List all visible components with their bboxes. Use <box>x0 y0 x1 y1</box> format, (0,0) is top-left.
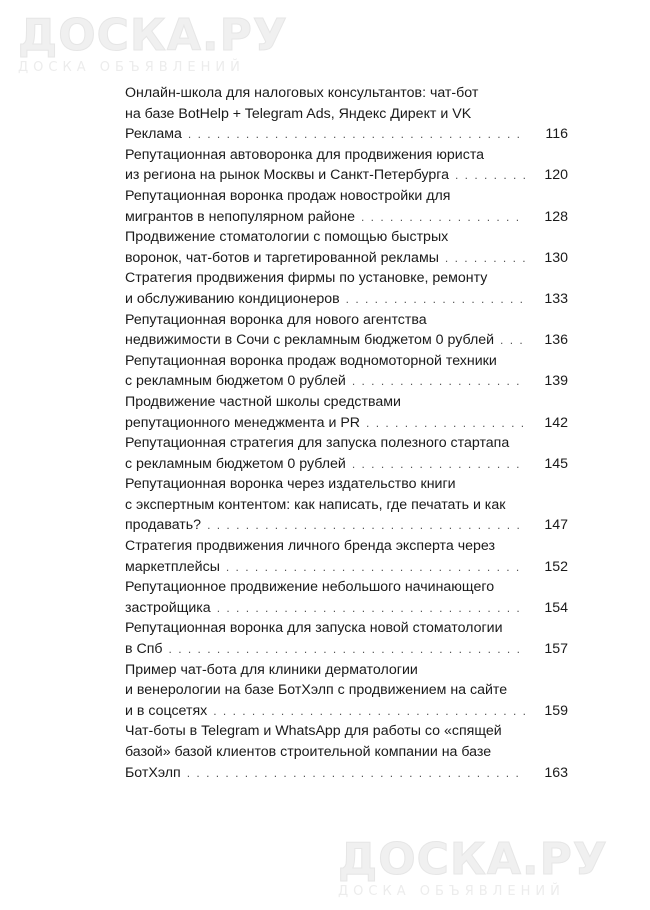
toc-entry-line-text: Продвижение частной школы средствами <box>125 393 401 410</box>
toc-page-number: 159 <box>544 702 568 719</box>
toc-entry-title <box>125 577 525 618</box>
toc-entry-line-text: Чат-боты в Telegram и WhatsApp для работы со «спящей <box>125 723 502 740</box>
toc-entry-line-text: и обслуживанию кондиционеров <box>125 290 340 307</box>
toc-entry-line <box>125 701 525 722</box>
toc-entry-line <box>125 207 525 228</box>
toc-entry-line-text: Репутационная воронка продаж водномоторной техники <box>125 352 497 369</box>
toc-entry-line <box>125 618 525 639</box>
toc-entry-line <box>125 742 525 763</box>
dot-leader <box>445 248 525 269</box>
toc-entry[interactable] <box>125 660 568 722</box>
toc-entry-line <box>125 104 525 125</box>
toc-entry-line-text: Реклама <box>125 126 182 143</box>
toc-entry-title <box>125 721 525 783</box>
watermark-subtitle: ДОСКА ОБЪЯВЛЕНИЙ <box>18 60 245 75</box>
toc-entry-line-text: Репутационная воронка для нового агентства <box>125 311 427 328</box>
toc-entry-line-text: воронок, чат-ботов и таргетированной рекламы <box>125 249 439 266</box>
toc-entry-line <box>125 515 525 536</box>
toc-entry[interactable] <box>125 392 568 433</box>
toc-entry-line <box>125 557 525 578</box>
toc-entry-line <box>125 680 525 701</box>
toc-entry-line <box>125 289 525 310</box>
toc-entry-title <box>125 145 525 186</box>
toc-page-number: 142 <box>544 414 568 431</box>
toc-entry-line <box>125 83 525 104</box>
toc-entry-line <box>125 536 525 557</box>
toc-entry-line <box>125 145 525 166</box>
toc-entry-title <box>125 392 525 433</box>
watermark-logo-text: ДОСКА.РУ <box>338 834 608 885</box>
dot-leader <box>361 207 525 228</box>
toc-entry[interactable] <box>125 474 568 536</box>
dot-leader <box>352 371 525 392</box>
toc-entry-line-text: из региона на рынок Москвы и Санкт-Петербурга <box>125 167 449 184</box>
toc-entry-line-text: маркетплейсы <box>125 558 220 575</box>
dot-leader <box>213 701 525 722</box>
dot-leader <box>366 413 525 434</box>
dot-leader <box>346 289 525 310</box>
toc-page-number: 139 <box>544 373 568 390</box>
toc-page-number: 157 <box>544 641 568 658</box>
toc-entry-line-text: Репутационное продвижение небольшого начинающего <box>125 579 495 596</box>
toc-entry-line-text: недвижимости в Сочи с рекламным бюджетом 0 рублей <box>125 332 495 349</box>
toc-entry-line-text: БотХэлп <box>125 764 181 781</box>
toc-entry-title <box>125 83 525 145</box>
toc-entry-line <box>125 598 525 619</box>
toc-entry[interactable] <box>125 433 568 474</box>
toc-entry-line-text: мигрантов в непопулярном районе <box>125 208 356 225</box>
dot-leader <box>226 557 525 578</box>
toc-page-number: 136 <box>544 332 568 349</box>
dot-leader <box>352 454 525 475</box>
dot-leader <box>455 165 525 186</box>
toc-entry-line-text: Онлайн-школа для налоговых консультантов: чат-бот <box>125 85 479 101</box>
toc-entry-line <box>125 639 525 660</box>
toc-entry-line <box>125 268 525 289</box>
toc-entry-line-text: продавать? <box>125 517 202 534</box>
toc-entry-line-text: и в соцсетях <box>125 702 208 719</box>
toc-entry-line <box>125 227 525 248</box>
toc-entry-line-text: Репутационная автоворонка для продвижения юриста <box>125 146 485 163</box>
toc-entry[interactable] <box>125 577 568 618</box>
toc-entry-line-text: Пример чат-бота для клиники дерматологии <box>125 661 418 678</box>
dot-leader <box>187 763 525 784</box>
dot-leader <box>188 124 525 145</box>
toc-entry-line <box>125 433 525 454</box>
toc-entry[interactable] <box>125 83 568 145</box>
toc-page-number: 133 <box>544 290 568 307</box>
toc-entry[interactable] <box>125 721 568 783</box>
toc-entry[interactable] <box>125 618 568 659</box>
toc-entry-line <box>125 351 525 372</box>
toc-entry-line-text: и венерологии на базе БотХэлп с продвижением на сайте <box>125 682 508 699</box>
toc-entry[interactable] <box>125 227 568 268</box>
toc-page-number: 128 <box>544 208 568 225</box>
toc-page-number: 147 <box>544 517 568 534</box>
toc-entry-title <box>125 474 525 536</box>
toc-entry-line <box>125 413 525 434</box>
toc-entry-title <box>125 268 525 309</box>
toc-page-number: 120 <box>544 167 568 184</box>
toc-entry[interactable] <box>125 268 568 309</box>
watermark-top <box>18 12 288 76</box>
toc-entry-line-text: Репутационная воронка для запуска новой стоматологии <box>125 620 503 637</box>
toc-entry-line <box>125 454 525 475</box>
toc-entry-line-text: Продвижение стоматологии с помощью быстрых <box>125 229 449 246</box>
toc-entry-line <box>125 763 525 784</box>
toc-entry-line-text: репутационного менеджмента и PR <box>125 414 361 431</box>
toc-page-number: 116 <box>545 126 568 143</box>
toc-entry-line-text: Репутационная стратегия для запуска полезного стартапа <box>125 435 510 452</box>
toc-entry-line <box>125 330 525 351</box>
toc-entry-line <box>125 660 525 681</box>
toc-page-number: 154 <box>544 599 568 616</box>
toc-entry[interactable] <box>125 351 568 392</box>
dot-leader <box>217 598 525 619</box>
toc-page-number: 152 <box>544 558 568 575</box>
watermark-bottom <box>338 836 608 900</box>
toc-entry-title <box>125 227 525 268</box>
toc-entry-title <box>125 186 525 227</box>
toc-entry-line <box>125 310 525 331</box>
dot-leader <box>500 330 525 351</box>
toc-entry-title <box>125 536 525 577</box>
toc-entry-title <box>125 351 525 392</box>
dot-leader <box>207 515 525 536</box>
toc-entry[interactable] <box>125 536 568 577</box>
toc-entry-line-text: Репутационная воронка продаж новостройки для <box>125 187 451 204</box>
table-of-contents <box>125 83 568 783</box>
toc-entry[interactable] <box>125 186 568 227</box>
toc-entry-line-text: на базе BotHelp + Telegram Ads, Яндекс Директ и VK <box>125 105 472 122</box>
toc-entry-line <box>125 124 525 145</box>
toc-page-number: 145 <box>544 455 568 472</box>
toc-entry-line-text: Стратегия продвижения личного бренда эксперта через <box>125 538 495 555</box>
toc-page-number: 163 <box>544 764 568 781</box>
toc-entry-line <box>125 721 525 742</box>
toc-entry-title <box>125 660 525 722</box>
toc-entry-line <box>125 474 525 495</box>
watermark-logo-text: ДОСКА.РУ <box>18 10 288 61</box>
toc-entry-line-text: с рекламным бюджетом 0 рублей <box>125 455 346 472</box>
toc-entry[interactable] <box>125 310 568 351</box>
toc-entry-line <box>125 392 525 413</box>
toc-entry-line-text: Стратегия продвижения фирмы по установке, ремонту <box>125 270 488 287</box>
toc-entry-line-text: базой» базой клиентов строительной компании на базе <box>125 744 492 760</box>
toc-entry-line <box>125 248 525 269</box>
toc-entry-line <box>125 186 525 207</box>
toc-entry-line-text: в Спб <box>125 641 163 658</box>
toc-entry-title <box>125 310 525 351</box>
toc-entry-line <box>125 371 525 392</box>
dot-leader <box>169 639 525 660</box>
toc-entry-line-text: Репутационная воронка через издательство книги <box>125 476 456 493</box>
toc-entry-line <box>125 577 525 598</box>
toc-entry-title <box>125 433 525 474</box>
toc-entry-title <box>125 618 525 659</box>
watermark-subtitle: ДОСКА ОБЪЯВЛЕНИЙ <box>338 884 565 899</box>
toc-entry-line-text: с экспертным контентом: как написать, где печатать и как <box>125 496 506 513</box>
toc-entry-line-text: застройщика <box>125 599 211 616</box>
toc-entry-line-text: с рекламным бюджетом 0 рублей <box>125 373 346 390</box>
toc-entry[interactable] <box>125 145 568 186</box>
toc-page-number: 130 <box>544 249 568 266</box>
toc-entry-line <box>125 495 525 516</box>
toc-entry-line <box>125 165 525 186</box>
